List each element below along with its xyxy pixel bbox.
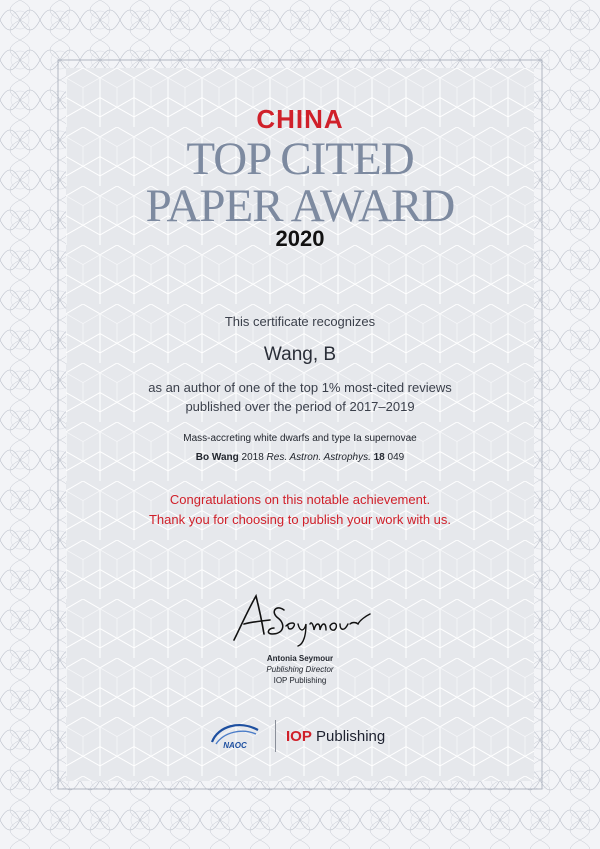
certificate-content bbox=[66, 68, 534, 781]
award-title-line1: TOP CITED bbox=[186, 133, 414, 185]
iop-publishing-logo bbox=[286, 728, 385, 745]
congratulations-line1: Congratulations on this notable achievement. bbox=[169, 492, 431, 507]
signatory-role: Publishing Director bbox=[266, 665, 334, 674]
citation-journal: Res. Astron. Astrophys. bbox=[266, 452, 371, 463]
award-year: 2020 bbox=[275, 226, 325, 251]
paper-title: Mass-accreting white dwarfs and type Ia supernovae bbox=[183, 433, 417, 444]
signatory-name: Antonia Seymour bbox=[266, 654, 334, 663]
recipient-name: Wang, B bbox=[263, 344, 337, 365]
citation-year: 2018 bbox=[241, 452, 264, 463]
handwritten-signature bbox=[226, 588, 376, 648]
congratulations-line2: Thank you for choosing to publish your work with us. bbox=[148, 512, 452, 527]
recognizes-text: This certificate recognizes bbox=[224, 314, 376, 329]
award-region: CHINA bbox=[256, 104, 344, 134]
citation-author: Bo Wang bbox=[195, 452, 239, 463]
citation-volume: 18 bbox=[373, 452, 385, 463]
signatory-organization: IOP Publishing bbox=[273, 676, 327, 685]
naoc-wordmark: NAOC bbox=[223, 741, 247, 750]
award-title-line2: PAPER AWARD bbox=[145, 180, 455, 232]
description-line2: published over the period of 2017–2019 bbox=[185, 399, 415, 414]
naoc-logo bbox=[206, 722, 264, 750]
iop-logo-text: Publishing bbox=[311, 728, 386, 745]
paper-citation bbox=[66, 452, 534, 463]
logo-divider bbox=[275, 720, 276, 752]
iop-logo-bold: IOP bbox=[286, 728, 312, 745]
description-line1: as an author of one of the top 1% most-cited reviews bbox=[148, 380, 452, 395]
logo-row bbox=[66, 718, 534, 754]
citation-page: 049 bbox=[387, 452, 405, 463]
